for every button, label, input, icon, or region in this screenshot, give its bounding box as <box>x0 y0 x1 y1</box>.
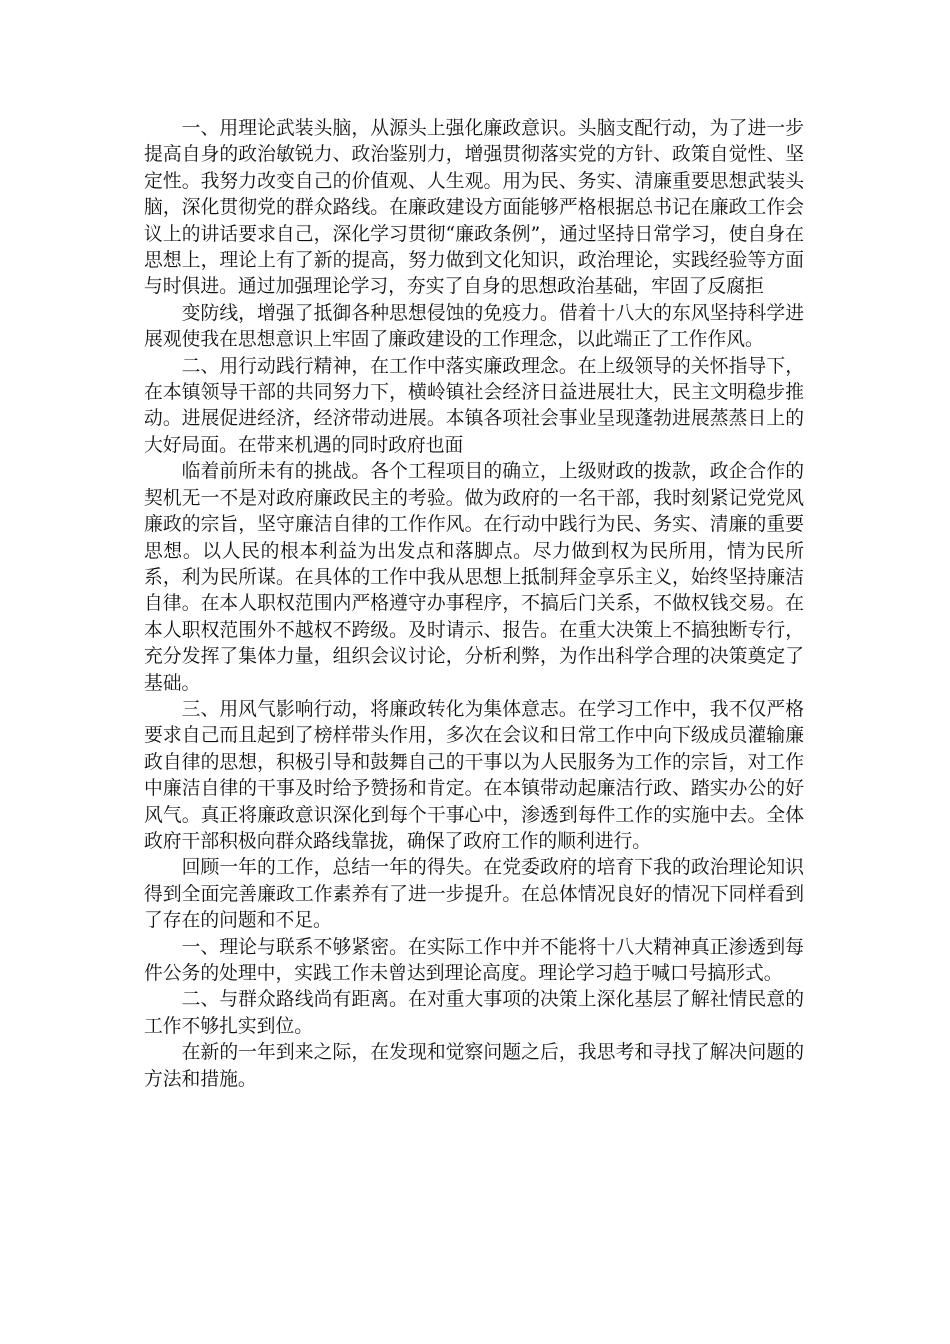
paragraph-5: 三、用风气影响行动，将廉政转化为集体意志。在学习工作中，我不仅严格要求自己而且起到了榜样带头作用，多次在会议和日常工作中向下级成员灌输廉政自律的思想，积极引导和鼓舞自己的干事以为人民服务为工作的宗旨，对工作中廉洁自律的干事及时给予赞扬和肯定。在本镇带动起廉洁行政、踏实办公的好风气。真正将廉政意识深化到每个干事心中，渗透到每件工作的实施中去。全体政府干部积极向群众路线靠拢，确保了政府工作的顺利进行。 <box>144 698 804 852</box>
document-body <box>144 116 804 1093</box>
paragraph-9: 在新的一年到来之际，在发现和觉察问题之后，我思考和寻找了解决问题的方法和措施。 <box>144 1042 804 1090</box>
paragraph-6: 回顾一年的工作，总结一年的得失。在党委政府的培育下我的政治理论知识得到全面完善廉政工作素养有了进一步提升。在总体情况良好的情况下同样看到了存在的问题和不足。 <box>144 857 804 932</box>
paragraph-2: 变防线，增强了抵御各种思想侵蚀的免疫力。借着十八大的东风坚持科学进展观使我在思想意识上牢固了廉政建设的工作理念，以此端正了工作作风。 <box>144 302 804 351</box>
paragraph-3: 二、用行动践行精神，在工作中落实廉政理念。在上级领导的关怀指导下，在本镇领导干部的共同努力下，横岭镇社会经济日益进展壮大，民主文明稳步推动。进展促进经济，经济带动进展。本镇各项社会事业呈现蓬勃进展蒸蒸日上的大好局面。在带来机遇的同时政府也面 <box>144 355 804 456</box>
paragraph-8: 二、与群众路线尚有距离。在对重大事项的决策上深化基层了解社情民意的工作不够扎实到位。 <box>144 989 804 1037</box>
paragraph-1: 一、用理论武装头脑，从源头上强化廉政意识。头脑支配行动，为了进一步提高自身的政治敏锐力、政治鉴别力，增强贯彻落实党的方针、政策自觉性、坚定性。我努力改变自己的价值观、人生观。用为民、务实、清廉重要思想武装头脑，深化贯彻党的群众路线。在廉政建设方面能够严格根据总书记在廉政工作会议上的讲话要求自己，深化学习贯彻“廉政条例”，通过坚持日常学习，使自身在思想上，理论上有了新的提高，努力做到文化知识，政治理论，实践经验等方面与时俱进。通过加强理论学习，夯实了自身的思想政治基础，牢固了反腐拒 <box>144 118 804 298</box>
paragraph-4: 临着前所未有的挑战。各个工程项目的确立，上级财政的拨款，政企合作的契机无一不是对政府廉政民主的考验。做为政府的一名干部，我时刻紧记党党风廉政的宗旨，坚守廉洁自律的工作作风。在行动中践行为民、务实、清廉的重要思想。以人民的根本利益为出发点和落脚点。尽力做到权为民所用，情为民所系，利为民所谋。在具体的工作中我从思想上抵制拜金享乐主义，始终坚持廉洁自律。在本人职权范围内严格遵守办事程序，不搞后门关系，不做权钱交易。在本人职权范围外不越权不跨级。及时请示、报告。在重大决策上不搞独断专行，充分发挥了集体力量，组织会议讨论，分析利弊，为作出科学合理的决策奠定了基础。 <box>144 461 804 694</box>
paragraph-7: 一、理论与联系不够紧密。在实际工作中并不能将十八大精神真正渗透到每件公务的处理中，实践工作未曾达到理论高度。理论学习趋于喊口号搞形式。 <box>144 936 804 984</box>
